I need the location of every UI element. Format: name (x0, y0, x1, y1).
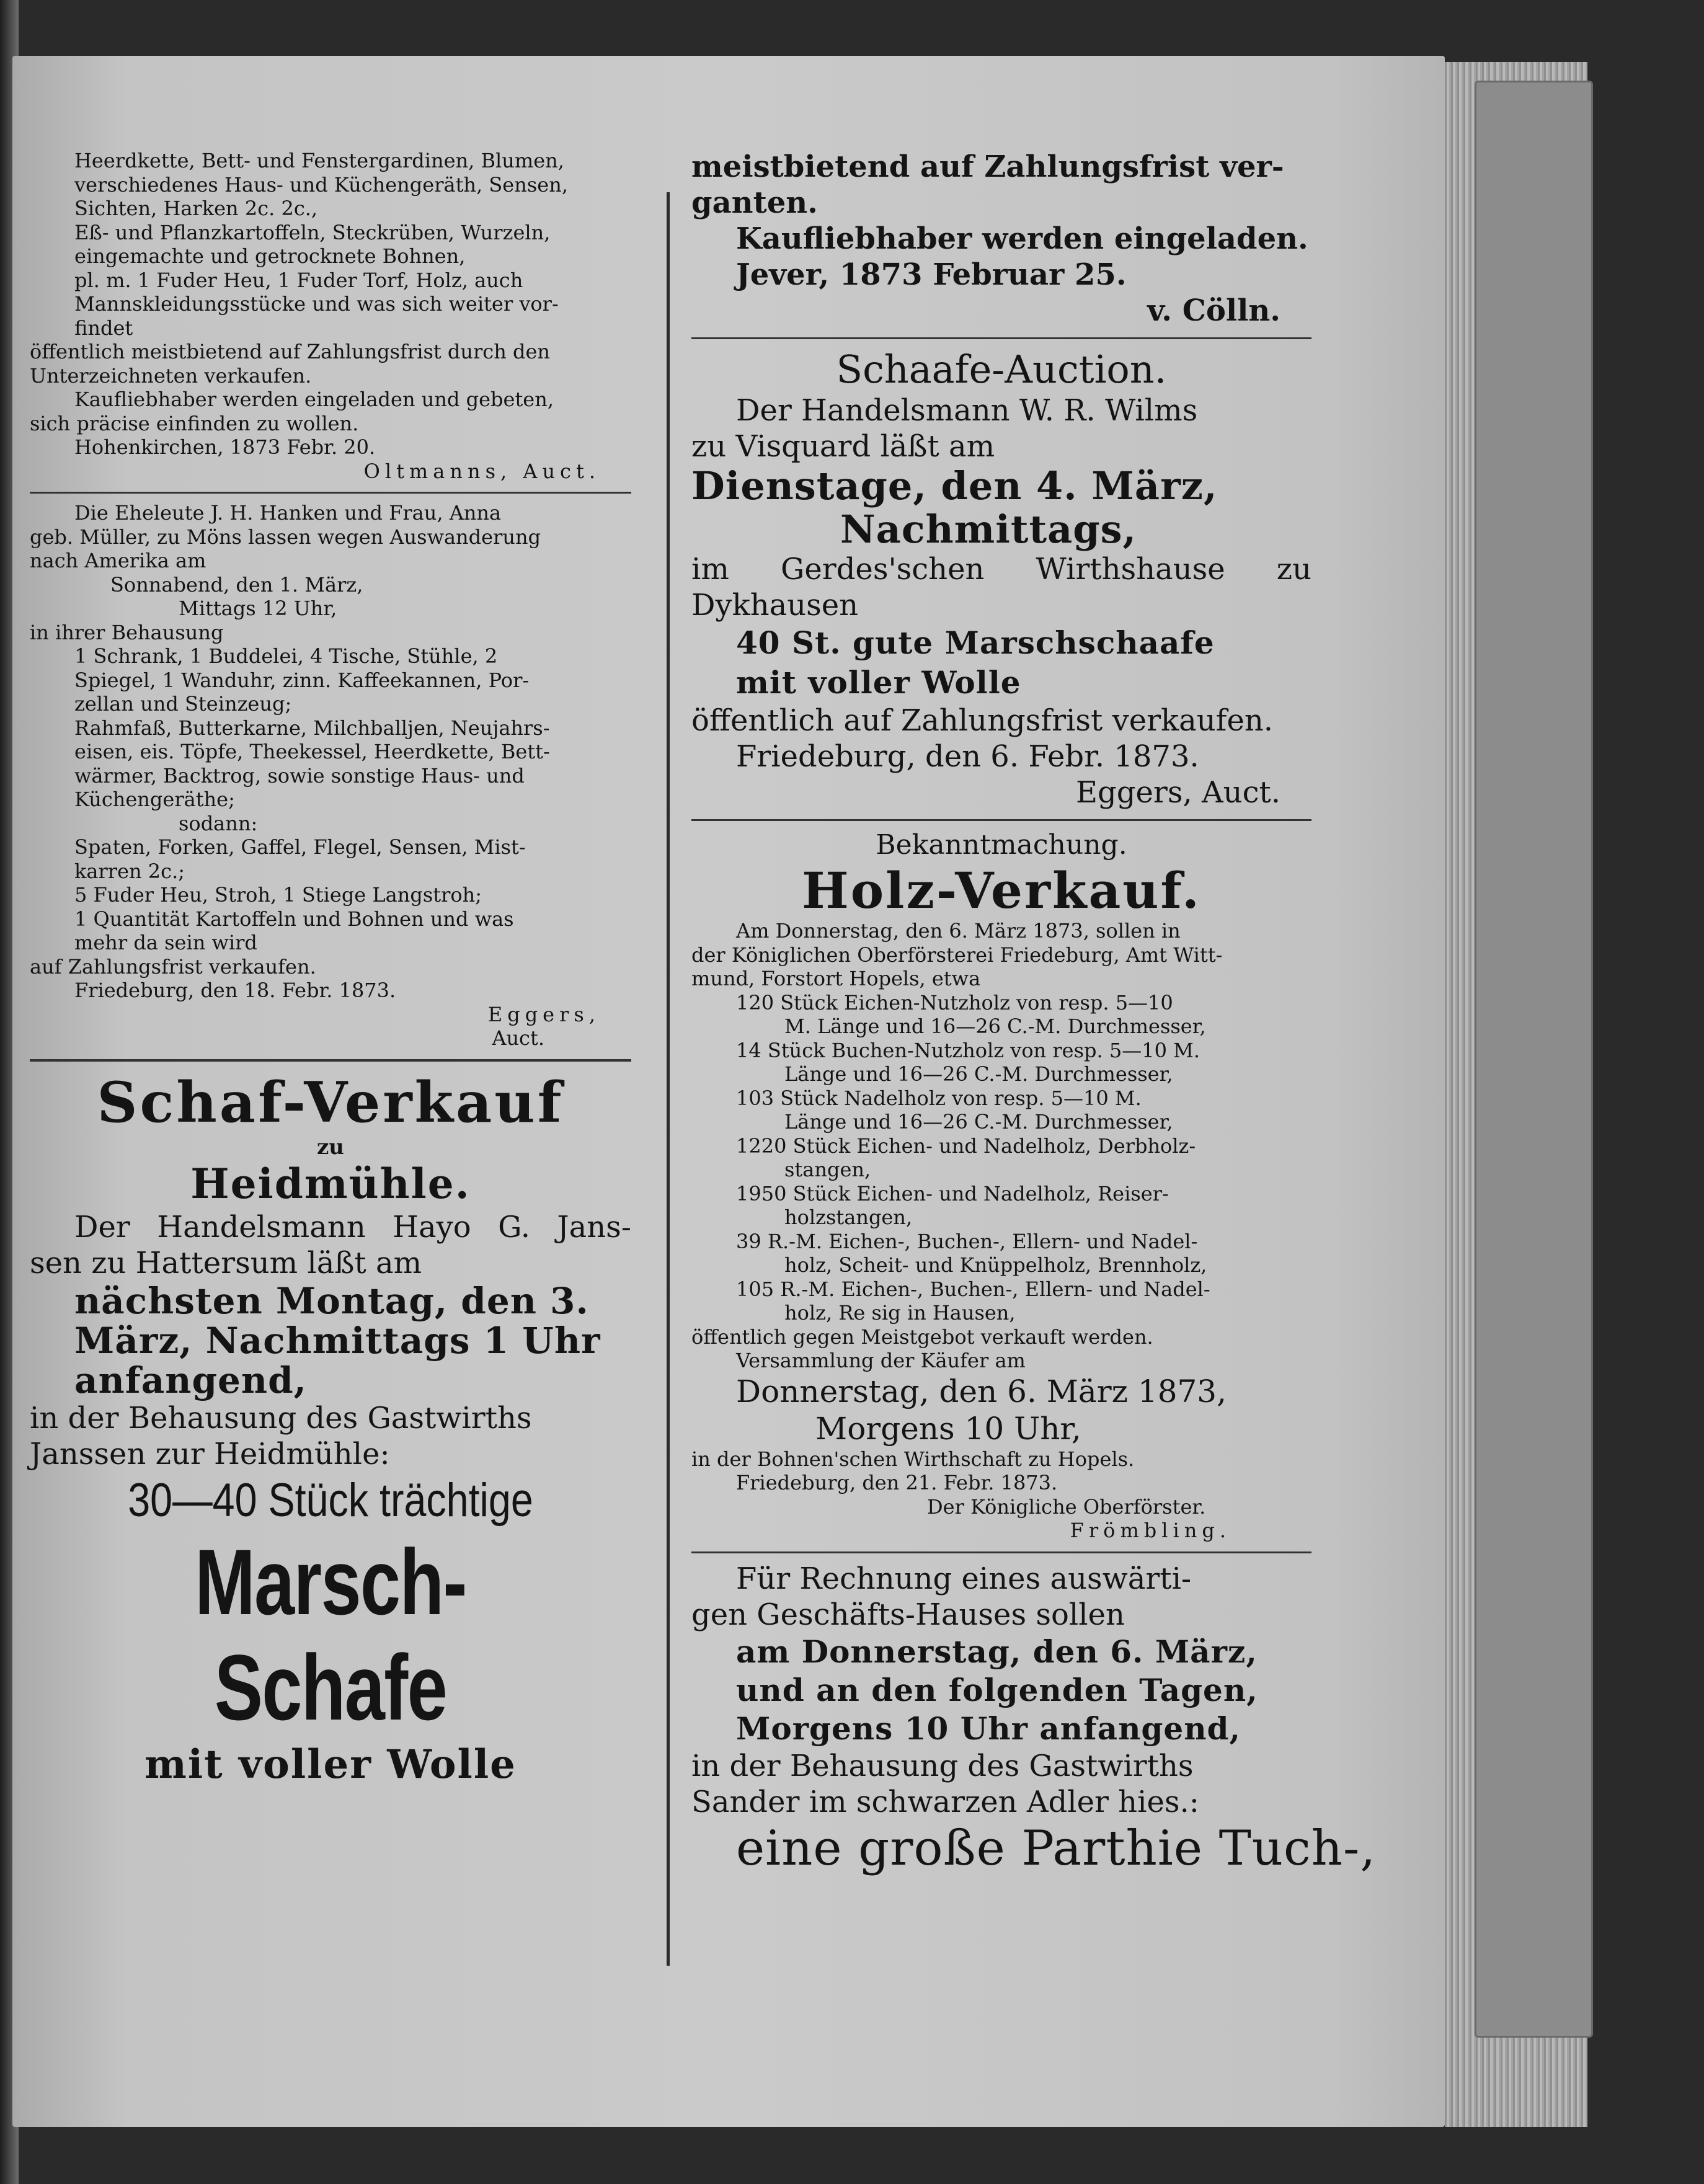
text-line: Versammlung der Käufer am (736, 1349, 1026, 1372)
lot-line: stangen, (784, 1158, 871, 1181)
divider-rule (691, 819, 1311, 821)
lot-line: 120 Stück Eichen-Nutzholz von resp. 5—10 (736, 990, 1173, 1014)
text-line: Sander im schwarzen Adler hies.: (691, 1784, 1199, 1819)
text-line: in der Behausung des Gastwirths (691, 1748, 1194, 1783)
item-line: eisen, eis. Töpfe, Theekessel, Heerdkette, Bett- (74, 740, 550, 763)
lot-line: 105 R.-M. Eichen-, Buchen-, Ellern- und Nadel- (736, 1277, 1210, 1301)
sheep-auction-visquard (691, 347, 1311, 810)
item-line: mehr da sein wird (74, 931, 257, 954)
ad-kicker: Bekanntmachung. (876, 829, 1127, 861)
auctioneer-signature: Oltmanns, Auct. (363, 459, 600, 483)
text-line: mund, Forstort Hopels, etwa (691, 967, 981, 990)
sale-date: am Donnerstag, den 6. März, (736, 1633, 1258, 1670)
ad-headline: Schaafe-Auction. (836, 347, 1167, 392)
auctioneer-title: Auct. (492, 1026, 544, 1050)
item-line: 1 Schrank, 1 Buddelei, 4 Tische, Stühle, 2 (74, 644, 498, 668)
text-line: in der Bohnen'schen Wirthschaft zu Hopels. (691, 1447, 1135, 1471)
text-line: nach Amerika am (30, 549, 206, 572)
ad-headline: Holz-Verkauf. (802, 861, 1201, 920)
text-line: sen zu Hattersum läßt am (30, 1245, 422, 1281)
text-line: gen Geschäfts-Hauses sollen (691, 1597, 1125, 1632)
cloth-sale-notice (691, 1561, 1377, 1877)
text-line: Die Eheleute J. H. Hanken und Frau, Anna (74, 501, 502, 525)
divider-rule (691, 1551, 1311, 1553)
lot-line: M. Länge und 16—26 C.-M. Durchmesser, (784, 1014, 1206, 1038)
auctioneer-signature: Eggers, (487, 1002, 600, 1026)
text-line: Der Handelsmann Hayo G. Jans- (74, 1209, 631, 1245)
divider-rule (30, 1059, 631, 1062)
lot-line: holzstangen, (784, 1205, 913, 1229)
text-line: Janssen zur Heidmühle: (30, 1436, 390, 1472)
text-line: Kaufliebhaber werden eingeladen. (736, 221, 1308, 256)
sheep-sale-heidmuehle (30, 1069, 631, 1790)
sale-time: Morgens 10 Uhr, (815, 1410, 1081, 1447)
lot-line: 14 Stück Buchen-Nutzholz von resp. 5—10 M. (736, 1038, 1200, 1062)
lot-line: 1950 Stück Eichen- und Nadelholz, Reiser- (736, 1181, 1169, 1205)
quantity-line: 30—40 Stück trächtige (128, 1473, 533, 1527)
text-line: eingemachte und getrocknete Bohnen, (74, 244, 466, 268)
text-line: Eß- und Pflanzkartoffeln, Steckrüben, Wurzeln, (74, 220, 551, 244)
text-line: Sichten, Harken 2c. 2c., (74, 197, 318, 220)
auctioneer-signature: Eggers, Auct. (1076, 775, 1280, 810)
text-line: zu Visquard läßt am (691, 429, 995, 464)
auction-date: anfangend, (74, 1359, 307, 1401)
item-line: Spiegel, 1 Wanduhr, zinn. Kaffeekannen, Por- (74, 668, 530, 692)
text-line: meistbietend auf Zahlungsfrist ver- (691, 149, 1284, 184)
text-line: ganten. (691, 185, 818, 220)
auction-time: Nachmittags, (840, 507, 1137, 552)
divider-rule (30, 492, 631, 494)
lot-line: holz, Scheit- und Knüppelholz, Brennholz, (784, 1253, 1207, 1277)
item-line: 5 Fuder Heu, Stroh, 1 Stiege Langstroh; (74, 883, 482, 907)
text-line: Heerdkette, Bett- und Fenstergardinen, Blumen, (74, 149, 564, 172)
text-line: Der Handelsmann W. R. Wilms (736, 393, 1198, 428)
forester-signature: Frömbling. (1070, 1519, 1231, 1542)
sale-date: und an den folgenden Tagen, (736, 1671, 1258, 1708)
text-line: in der Behausung des Gastwirths (30, 1400, 532, 1436)
lot-line: Länge und 16—26 C.-M. Durchmesser, (784, 1110, 1173, 1134)
item-line: Rahmfaß, Butterkarne, Milchballjen, Neujahrs- (74, 716, 550, 740)
text-line: öffentlich gegen Meistgebot verkauft werden. (691, 1325, 1153, 1349)
text-line: geb. Müller, zu Möns lassen wegen Auswanderung (30, 525, 541, 549)
item-line: Spaten, Forken, Gaffel, Flegel, Sensen, Mist- (74, 835, 526, 859)
lot-line: Länge und 16—26 C.-M. Durchmesser, (784, 1062, 1173, 1086)
left-column (30, 149, 631, 1790)
product-quality: mit voller Wolle (144, 1741, 517, 1788)
right-column (691, 149, 1377, 1877)
lot-line: 1220 Stück Eichen- und Nadelholz, Derbholz- (736, 1134, 1196, 1158)
sale-time: Morgens 10 Uhr anfangend, (736, 1710, 1241, 1747)
ad-location: Heidmühle. (190, 1159, 471, 1208)
divider-rule (691, 337, 1311, 339)
text-line: sich präcise einfinden zu wollen. (30, 411, 359, 435)
text-line: verschiedenes Haus- und Küchengeräth, Sensen, (74, 172, 568, 197)
text-line: öffentlich auf Zahlungsfrist verkaufen. (691, 703, 1274, 738)
text-line: der Königlichen Oberförsterei Friedeburg, Amt Witt- (691, 943, 1223, 967)
text-line: öffentlich meistbietend auf Zahlungsfrist durch den (30, 340, 551, 363)
text-line: Für Rechnung eines auswärti- (736, 1561, 1192, 1596)
ad-subline: zu (316, 1134, 345, 1160)
auction-notice-hohenkirchen (30, 149, 631, 483)
place-date: Hohenkirchen, 1873 Febr. 20. (74, 435, 376, 459)
official-title: Der Königliche Oberförster. (927, 1494, 1206, 1519)
lot-line: 103 Stück Nadelholz von resp. 5—10 M. (736, 1086, 1142, 1110)
text-line: Unterzeichneten verkaufen. (30, 363, 312, 388)
item-line: karren 2c.; (74, 859, 185, 883)
auction-notice-jever (691, 149, 1311, 329)
item-line: 1 Quantität Kartoffeln und Bohnen und was (74, 907, 514, 931)
goods-line: 40 St. gute Marschschaafe (736, 624, 1215, 661)
place-date: Friedeburg, den 6. Febr. 1873. (736, 739, 1199, 774)
auction-date: März, Nachmittags 1 Uhr (74, 1319, 601, 1362)
product-headline: Marsch-Schafe (195, 1529, 466, 1739)
auction-time: Mittags 12 Uhr, (179, 597, 337, 620)
text-line: in ihrer Behausung (30, 620, 224, 644)
text-line: pl. m. 1 Fuder Heu, 1 Fuder Torf, Holz, auch (74, 268, 523, 292)
auction-notice-hanken (30, 501, 631, 1050)
goods-line: mit voller Wolle (736, 664, 1021, 701)
auction-date: Sonnabend, den 1. März, (110, 572, 363, 597)
sale-date: Donnerstag, den 6. März 1873, (736, 1373, 1227, 1409)
auction-date: Dienstage, den 4. März, (691, 463, 1218, 508)
ad-headline: Schaf-Verkauf (97, 1069, 564, 1135)
text-line: im Gerdes'schen Wirthshause zu (691, 552, 1311, 587)
place-date: Jever, 1873 Februar 25. (736, 257, 1127, 292)
place-date: Friedeburg, den 18. Febr. 1873. (74, 979, 396, 1002)
book-cover-edge (1475, 81, 1593, 2038)
text-line: Kaufliebhaber werden eingeladen und gebeten, (74, 388, 554, 411)
lot-line: holz, Re sig in Hausen, (784, 1301, 1016, 1325)
item-line: zellan und Steinzeug; (74, 692, 292, 716)
text-line: Dykhausen (691, 588, 859, 623)
lot-line: 39 R.-M. Eichen-, Buchen-, Ellern- und Nadel- (736, 1229, 1198, 1253)
item-line: wärmer, Backtrog, sowie sonstige Haus- und (74, 763, 525, 788)
text-line: findet (74, 316, 133, 340)
text-line: Mannskleidungsstücke und was sich weiter vor- (74, 292, 559, 316)
text-line: sodann: (179, 811, 258, 835)
text-line: Am Donnerstag, den 6. März 1873, sollen in (736, 919, 1181, 943)
column-divider (667, 192, 670, 1966)
signature: v. Cölln. (1147, 293, 1280, 328)
item-line: Küchengeräthe; (74, 788, 235, 811)
text-line: auf Zahlungsfrist verkaufen. (30, 954, 316, 979)
timber-sale-notice (691, 828, 1311, 1543)
auction-date: nächsten Montag, den 3. (74, 1279, 589, 1322)
place-date: Friedeburg, den 21. Febr. 1873. (736, 1471, 1058, 1494)
goods-headline: eine große Parthie Tuch-, (736, 1820, 1377, 1876)
